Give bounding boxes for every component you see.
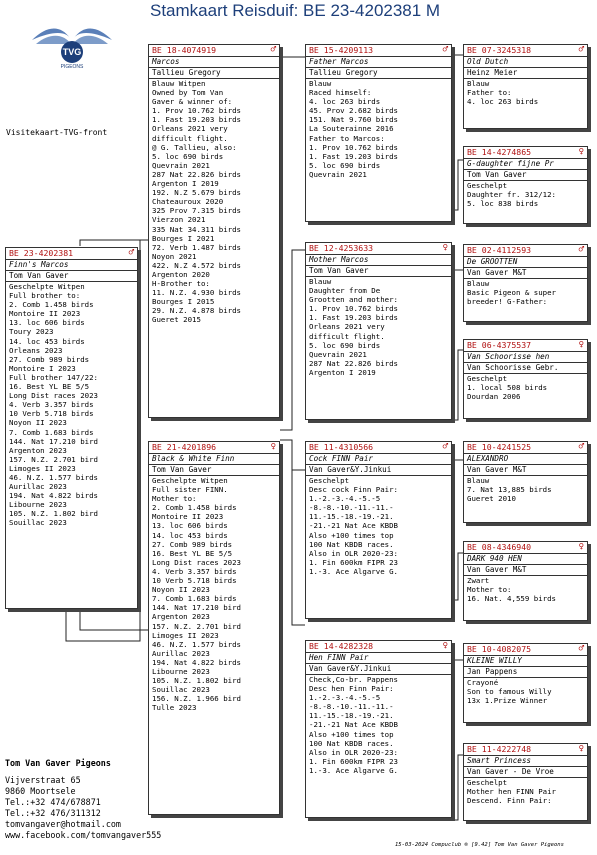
female-icon: ♀: [442, 242, 448, 253]
detail-line: Father to:: [467, 88, 512, 98]
detail-line: Orleans 2021 very: [309, 322, 385, 332]
pigeon-card-mfm[interactable]: [463, 541, 588, 621]
pigeon-name: Finn's Marcos: [6, 260, 137, 271]
detail-line: Souillac 2023: [9, 518, 67, 528]
pigeon-card-fff[interactable]: [463, 44, 588, 129]
pigeon-details: [149, 476, 279, 712]
detail-line: Raced himself:: [309, 88, 372, 98]
pigeon-card-ffm[interactable]: [463, 146, 588, 224]
ring-number: BE 10-4241525: [467, 441, 532, 452]
owner-contact: [5, 775, 161, 841]
detail-line: Owned by Tom Van: [152, 88, 224, 98]
detail-line: Bourges I 2015: [152, 297, 215, 307]
pigeon-name: G-daughter fijne Pr: [464, 159, 587, 170]
detail-line: Geschelpt: [467, 181, 508, 190]
ring-number: BE 23-4202381: [9, 247, 74, 258]
pigeon-card-father-father[interactable]: [305, 44, 452, 222]
detail-line: 4. loc 263 birds: [467, 97, 539, 107]
female-icon: ♀: [578, 541, 584, 552]
detail-line: Noyon 2021: [152, 251, 197, 261]
detail-line: 13. loc 606 birds: [152, 521, 228, 531]
pigeon-details: [149, 79, 279, 325]
female-icon: ♀: [578, 146, 584, 157]
detail-line: Long Dist races 2023: [9, 391, 98, 401]
detail-line: Geschelpte Witpen: [152, 476, 228, 485]
owner-block: [5, 758, 161, 841]
detail-line: Blauw: [467, 476, 490, 485]
ring-number: BE 11-4222748: [467, 743, 532, 754]
detail-line: 151. Nat 9.760 birds: [309, 115, 398, 125]
detail-line: Check,Co-br. Pappens: [309, 675, 398, 684]
pigeon-details: [464, 576, 587, 603]
detail-line: 45. Prov 2.682 birds: [309, 106, 398, 116]
pigeon-card-mother-father[interactable]: [305, 441, 452, 619]
detail-line: Geschelpte Witpen: [9, 282, 85, 291]
breeder-name: Van Gaver - De Vroe: [464, 767, 587, 778]
pigeon-name: Mother Marcos: [306, 255, 451, 266]
female-icon: ♀: [270, 441, 276, 452]
breeder-name: Van Schoorisse Gebr.: [464, 363, 587, 374]
detail-line: Libourne 2023: [9, 500, 67, 510]
detail-line: difficult flight.: [309, 331, 385, 341]
ring-number: BE 18-4074919: [152, 44, 217, 55]
detail-line: Father to Marcos:: [309, 133, 385, 143]
detail-line: 29. N.Z. 4.878 birds: [152, 306, 241, 316]
pigeon-details: [306, 476, 451, 576]
detail-line: Also +100 times top: [309, 530, 394, 540]
detail-line: -8.-8.-10.-11.-11.-: [309, 503, 394, 513]
detail-line: 10 Verb 5.718 birds: [9, 409, 94, 419]
detail-line: 194. Nat 4.822 birds: [152, 657, 241, 667]
female-icon: ♀: [578, 743, 584, 754]
male-icon: ♂: [578, 441, 584, 452]
detail-line: 7. Nat 13,885 birds: [467, 485, 552, 495]
pigeon-details: [464, 374, 587, 401]
detail-line: 27. Comb 989 birds: [152, 539, 233, 549]
detail-line: Descend. Finn Pair:: [467, 796, 552, 806]
pigeon-name: DARK 940 HEN: [464, 554, 587, 565]
detail-line: 16. Best YL BE 5/5: [152, 548, 233, 558]
detail-line: Noyon II 2023: [152, 585, 210, 595]
pigeon-name: Marcos: [149, 57, 279, 68]
detail-line: 287 Nat 22.826 birds: [152, 169, 241, 179]
pigeon-details: [464, 279, 587, 306]
detail-line: Geschelpt: [467, 374, 508, 383]
detail-line: 1.-2.-3.-4.-5.-5: [309, 693, 381, 703]
detail-line: Orleans 2023: [9, 345, 63, 355]
male-icon: ♂: [442, 441, 448, 452]
front-label: Visitekaart-TVG-front: [6, 128, 108, 137]
detail-line: 1. Prov 10.762 birds: [152, 106, 241, 116]
detail-line: 1. Prov 10.762 birds: [309, 142, 398, 152]
detail-line: Son to famous Willy: [467, 687, 552, 697]
detail-line: La Souterainne 2016: [309, 124, 394, 134]
detail-line: 1. Fin 600km FIPR 23: [309, 557, 398, 567]
detail-line: 4. Verb 3.357 birds: [152, 566, 237, 576]
detail-line: 16. Nat. 4,559 birds: [467, 594, 556, 604]
detail-line: Desc hen Finn Pair:: [309, 684, 394, 694]
detail-line: H-Brother to:: [152, 279, 210, 289]
detail-line: 11. N.Z. 4.930 birds: [152, 288, 241, 298]
detail-line: Crayoné: [467, 678, 499, 687]
detail-line: Argenton 2023: [152, 612, 210, 622]
detail-line: 16. Best YL BE 5/5: [9, 382, 90, 392]
ring-number: BE 14-4274865: [467, 146, 532, 157]
detail-line: 335 Nat 34.311 birds: [152, 224, 241, 234]
detail-line: tomvangaver@hotmail.com: [5, 819, 121, 829]
detail-line: 13. loc 606 birds: [9, 318, 85, 328]
detail-line: Montoire II 2023: [152, 512, 224, 522]
detail-line: 422. N.Z 4.572 birds: [152, 260, 241, 270]
detail-line: 4. Verb 3.357 birds: [9, 400, 94, 410]
detail-line: -21.-21 Nat Ace KBDB: [309, 521, 398, 531]
detail-line: 287 Nat 22.826 birds: [309, 358, 398, 368]
detail-line: 144. Nat 17.210 bird: [9, 436, 98, 446]
detail-line: Basic Pigeon & super: [467, 288, 556, 298]
pigeon-card-father-mother[interactable]: [305, 242, 452, 420]
female-icon: ♀: [442, 640, 448, 651]
pigeon-details: [464, 678, 587, 705]
pigeon-details: [306, 675, 451, 775]
detail-line: 157. N.Z. 2.701 bird: [9, 454, 98, 464]
detail-line: 100 Nat KBDB races.: [309, 738, 394, 748]
detail-line: www.facebook.com/tomvangaver555: [5, 830, 162, 840]
detail-line: Full brother to:: [9, 291, 81, 301]
breeder-name: Tallieu Gregory: [149, 68, 279, 79]
pigeon-details: [464, 778, 587, 805]
detail-line: 14. loc 453 birds: [9, 336, 85, 346]
detail-line: Geschelpt: [467, 778, 508, 787]
owner-name: Tom Van Gaver Pigeons: [5, 758, 111, 768]
pigeon-card-fmm[interactable]: [463, 339, 588, 419]
detail-line: Mother to:: [467, 585, 512, 595]
page-title: Stamkaart Reisduif: BE 23-4202381 M: [150, 1, 441, 20]
detail-line: 2. Comb 1.458 birds: [9, 300, 94, 310]
pigeon-details: [306, 79, 451, 179]
detail-line: 105. N.Z. 1.802 bird: [152, 676, 241, 686]
breeder-name: Van Gaver M&T: [464, 268, 587, 279]
detail-line: 1.-3. Ace Algarve G.: [309, 566, 398, 576]
ring-number: BE 11-4310566: [309, 441, 374, 452]
detail-line: 46. N.Z. 1.577 birds: [9, 472, 98, 482]
detail-line: Aurillac 2023: [9, 482, 67, 492]
detail-line: Argenton I 2019: [309, 367, 376, 377]
detail-line: 1. Fast 19.203 birds: [309, 313, 398, 323]
detail-line: Argenton 2020: [152, 269, 210, 279]
male-icon: ♂: [442, 44, 448, 55]
detail-line: Blauw: [309, 277, 332, 286]
pigeon-details: [464, 79, 587, 106]
detail-line: Gueret 2010: [467, 494, 516, 504]
detail-line: Long Dist races 2023: [152, 557, 241, 567]
detail-line: 7. Comb 1.683 birds: [152, 594, 237, 604]
detail-line: 5. loc 690 birds: [309, 340, 381, 350]
detail-line: 100 Nat KBDB races.: [309, 539, 394, 549]
pigeon-card-mff[interactable]: [463, 441, 588, 523]
detail-line: 13x 1.Prize Winner: [467, 696, 548, 706]
detail-line: Gaver & winner of:: [152, 97, 233, 107]
detail-line: 72. Verb 1.487 birds: [152, 242, 241, 252]
detail-line: 14. loc 453 birds: [152, 530, 228, 540]
detail-line: 1. Fast 19.203 birds: [152, 115, 241, 125]
pigeon-card-self[interactable]: [5, 247, 138, 609]
detail-line: -21.-21 Nat Ace KBDB: [309, 720, 398, 730]
detail-line: Limoges II 2023: [9, 463, 76, 473]
detail-line: Montoire II 2023: [9, 309, 81, 319]
logo-subtext: PIGEONS: [60, 64, 84, 70]
detail-line: Grootten and mother:: [309, 295, 398, 305]
breeder-name: Tom Van Gaver: [149, 465, 279, 476]
detail-line: Daughter from De: [309, 286, 381, 296]
detail-line: 192. N.Z 5.679 birds: [152, 188, 241, 198]
detail-line: 1.-2.-3.-4.-5.-5: [309, 494, 381, 504]
detail-line: Also in OLR 2020-23:: [309, 747, 398, 757]
detail-line: Full sister FINN.: [152, 485, 228, 495]
detail-line: -8.-8.-10.-11.-11.-: [309, 702, 394, 712]
pigeon-name: ALEXANDRO: [464, 454, 587, 465]
detail-line: Argenton 2023: [9, 445, 67, 455]
breeder-name: Van Gaver&Y.Jinkui: [306, 664, 451, 675]
ring-number: BE 21-4201896: [152, 441, 217, 452]
detail-line: Desc cock Finn Pair:: [309, 485, 398, 495]
detail-line: 156. N.Z. 1.966 bird: [152, 694, 241, 704]
detail-line: 325 Prov 7.315 birds: [152, 206, 241, 216]
ring-number: BE 06-4375537: [467, 339, 532, 350]
pigeon-details: [306, 277, 451, 377]
male-icon: ♂: [270, 44, 276, 55]
logo-text: TVG: [62, 47, 82, 57]
pigeon-name: Cock FINN Pair: [306, 454, 451, 465]
detail-line: Souillac 2023: [152, 685, 210, 695]
detail-line: Also in OLR 2020-23:: [309, 548, 398, 558]
ring-number: BE 15-4209113: [309, 44, 374, 55]
ring-number: BE 02-4112593: [467, 244, 532, 255]
pigeon-details: [464, 181, 587, 208]
breeder-name: Jan Pappens: [464, 667, 587, 678]
breeder-name: Tallieu Gregory: [306, 68, 451, 79]
female-icon: ♀: [578, 339, 584, 350]
detail-line: Daughter fr. 312/12:: [467, 190, 556, 200]
male-icon: ♂: [578, 643, 584, 654]
pigeon-name: Van Schoorisse hen: [464, 352, 587, 363]
detail-line: Blauw: [467, 279, 490, 288]
detail-line: Montoire I 2023: [9, 363, 76, 373]
detail-line: Toury 2023: [9, 327, 54, 337]
ring-number: BE 07-3245318: [467, 44, 532, 55]
detail-line: Libourne 2023: [152, 666, 210, 676]
detail-line: 105. N.Z. 1.802 bird: [9, 509, 98, 519]
breeder-name: Van Gaver M&T: [464, 565, 587, 576]
pigeon-name: Black & White Finn: [149, 454, 279, 465]
breeder-name: Tom Van Gaver: [6, 271, 137, 282]
detail-line: 10 Verb 5.718 birds: [152, 576, 237, 586]
detail-line: 5. loc 838 birds: [467, 199, 539, 209]
detail-line: Tel.:+32 476/311312: [5, 808, 101, 818]
detail-line: Orleans 2021 very: [152, 124, 228, 134]
pigeon-name: De GROOTTEN: [464, 257, 587, 268]
detail-line: Vijverstraat 65: [5, 775, 81, 785]
detail-line: 1. Fast 19.203 birds: [309, 151, 398, 161]
detail-line: 157. N.Z. 2.701 bird: [152, 621, 241, 631]
male-icon: ♂: [578, 44, 584, 55]
pigeon-name: KLEINE WILLY: [464, 656, 587, 667]
detail-line: Mother hen FINN Pair: [467, 787, 556, 797]
male-icon: ♂: [128, 247, 134, 258]
detail-line: Quevrain 2021: [309, 169, 367, 179]
breeder-name: Tom Van Gaver: [464, 170, 587, 181]
detail-line: 4. loc 263 birds: [309, 97, 381, 107]
male-icon: ♂: [578, 244, 584, 255]
ring-number: BE 08-4346940: [467, 541, 532, 552]
detail-line: breeder! G-Father:: [467, 297, 548, 307]
pigeon-card-fmf[interactable]: [463, 244, 588, 322]
pigeon-card-mother-mother[interactable]: [305, 640, 452, 818]
detail-line: Gueret 2015: [152, 315, 201, 325]
detail-line: Blauw: [467, 79, 490, 88]
pigeon-card-mother[interactable]: [148, 441, 280, 815]
pigeon-name: Hen FINN Pair: [306, 653, 451, 664]
detail-line: Bourges I 2021: [152, 233, 215, 243]
detail-line: Chateauroux 2020: [152, 197, 224, 207]
ring-number: BE 10-4082075: [467, 643, 532, 654]
breeder-name: Van Gaver M&T: [464, 465, 587, 476]
pigeon-name: Smart Princess: [464, 756, 587, 767]
detail-line: 1. local 508 birds: [467, 383, 548, 393]
detail-line: 46. N.Z. 1.577 birds: [152, 639, 241, 649]
detail-line: Tulle 2023: [152, 703, 197, 713]
detail-line: 11.-15.-18.-19.-21.: [309, 711, 394, 721]
detail-line: @ G. Tallieu, also:: [152, 142, 237, 152]
detail-line: Vierzon 2021: [152, 215, 206, 225]
detail-line: Blauw Witpen: [152, 79, 206, 88]
detail-line: Tel.:+32 474/678871: [5, 797, 101, 807]
pigeon-name: Old Dutch: [464, 57, 587, 68]
detail-line: 9860 Moortsele: [5, 786, 76, 796]
pigeon-card-mmf[interactable]: [463, 643, 588, 723]
detail-line: 194. Nat 4.822 birds: [9, 491, 98, 501]
footer-credit: 15-03-2024 Compuclub ® [9.42] Tom Van Gaver Pigeons: [395, 842, 564, 848]
detail-line: difficult flight.: [152, 133, 228, 143]
detail-line: Argenton I 2019: [152, 179, 219, 189]
detail-line: Blauw: [309, 79, 332, 88]
detail-line: 5. loc 690 birds: [152, 151, 224, 161]
detail-line: 5. loc 690 birds: [309, 160, 381, 170]
detail-line: 1.-3. Ace Algarve G.: [309, 765, 398, 775]
detail-line: Quevrain 2021: [152, 160, 210, 170]
detail-line: Quevrain 2021: [309, 349, 367, 359]
breeder-name: Heinz Meier: [464, 68, 587, 79]
pigeon-card-mmm[interactable]: [463, 743, 588, 821]
detail-line: 144. Nat 17.210 bird: [152, 603, 241, 613]
detail-line: Aurillac 2023: [152, 648, 210, 658]
breeder-name: Tom Van Gaver: [306, 266, 451, 277]
detail-line: 1. Fin 600km FIPR 23: [309, 756, 398, 766]
detail-line: Noyon II 2023: [9, 418, 67, 428]
pigeon-details: [6, 282, 137, 528]
detail-line: 1. Prov 10.762 birds: [309, 304, 398, 314]
detail-line: 2. Comb 1.458 birds: [152, 503, 237, 513]
detail-line: Zwart: [467, 576, 490, 585]
ring-number: BE 14-4282328: [309, 640, 374, 651]
breeder-name: Van Gaver&Y.Jinkui: [306, 465, 451, 476]
pigeon-details: [464, 476, 587, 503]
detail-line: 7. Comb 1.683 birds: [9, 427, 94, 437]
detail-line: 27. Comb 989 birds: [9, 354, 90, 364]
ring-number: BE 12-4253633: [309, 242, 374, 253]
detail-line: Limoges II 2023: [152, 630, 219, 640]
detail-line: Mother to:: [152, 494, 197, 504]
pigeon-name: Father Marcos: [306, 57, 451, 68]
detail-line: Full brother 147/22:: [9, 372, 98, 382]
detail-line: Also +100 times top: [309, 729, 394, 739]
pigeon-card-father[interactable]: [148, 44, 280, 418]
detail-line: Geschelpt: [309, 476, 350, 485]
detail-line: Dourdan 2006: [467, 392, 521, 402]
detail-line: 11.-15.-18.-19.-21.: [309, 512, 394, 522]
